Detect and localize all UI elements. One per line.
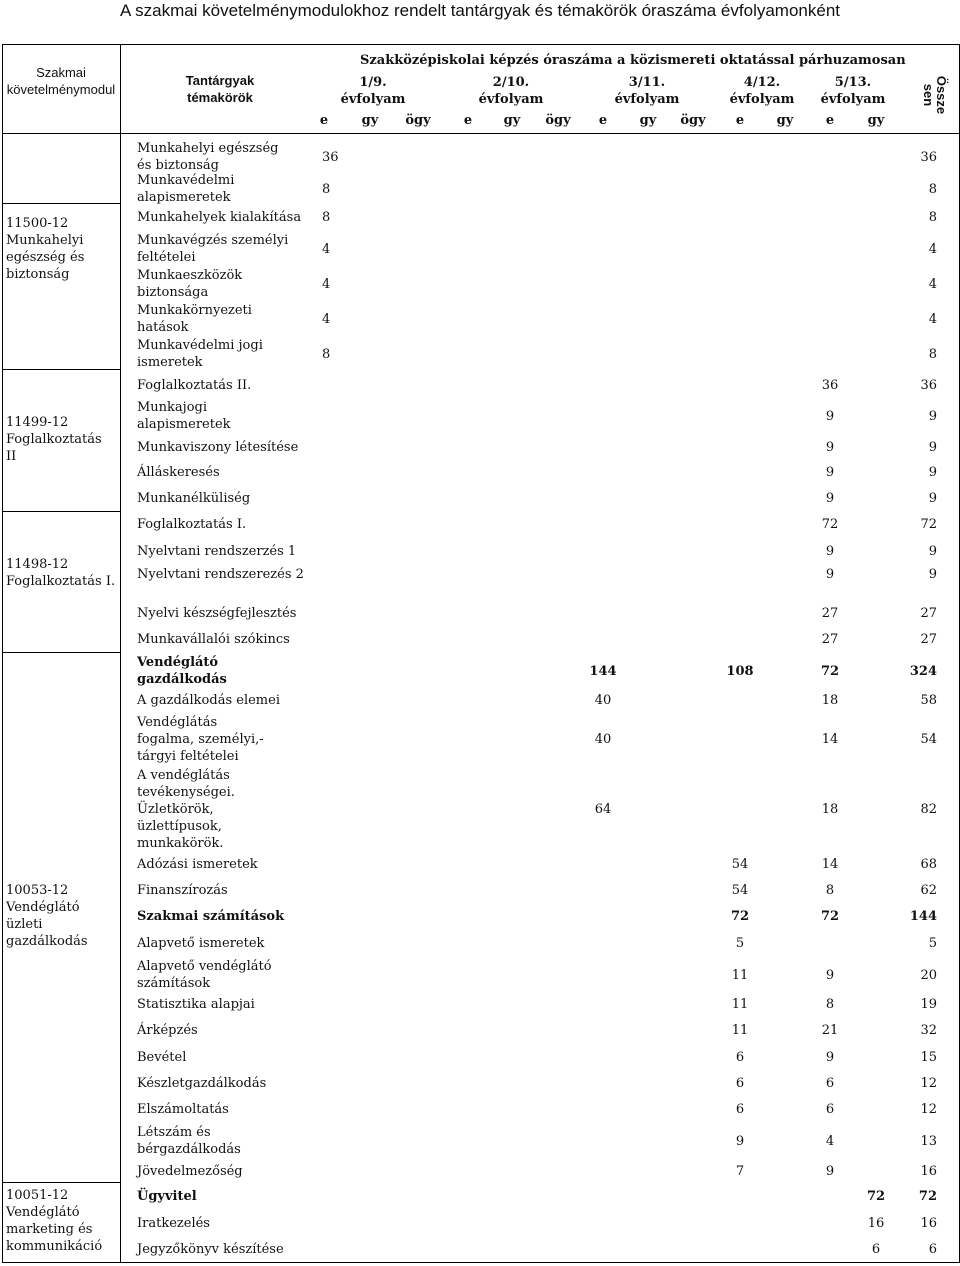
row-hours-value: 9 (825, 544, 835, 559)
row-label: Foglalkoztatás I. (137, 517, 247, 532)
row-hours-value: 27 (821, 632, 839, 647)
module-name: Vendéglátó marketing és kommunikáció (6, 1205, 103, 1254)
module-code: 10053-12 (6, 883, 69, 898)
row-total-value: 15 (920, 1050, 937, 1065)
page-title: A szakmai követelménymodulokhoz rendelt tantárgyak és témakörök óraszáma évfolyamonként (119, 1, 841, 20)
row-hours-value: 16 (867, 1216, 885, 1231)
row-label: Alapvető vendéglátó számítások (137, 959, 272, 991)
row-label: Munkajogi alapismeretek (137, 400, 231, 432)
row-hours-value: 6 (735, 1076, 745, 1091)
row-hours-value: 14 (821, 732, 839, 747)
row-hours-value: 27 (821, 606, 839, 621)
hours-group-header: Szakközépiskolai képzés óraszáma a közismereti oktatással párhuzamosan (360, 53, 906, 68)
row-label: Munkaviszony létesítése (137, 440, 299, 455)
row-hours-value: 14 (821, 857, 839, 872)
sub-column-header: ögy (680, 113, 706, 128)
row-hours-value: 40 (594, 693, 612, 708)
row-total-value: 68 (920, 857, 937, 872)
row-total-value: 16 (920, 1216, 937, 1231)
row-total-value: 8 (928, 346, 937, 362)
row-total-value: 324 (909, 663, 937, 679)
row-hours-value: 72 (730, 909, 750, 924)
row-label: Munkanélküliség (137, 491, 251, 506)
module-cell (6, 882, 116, 950)
table-bottom-border (2, 1262, 960, 1263)
row-hours-value: 9 (825, 567, 835, 582)
sub-column-header: gy (503, 113, 521, 128)
row-hours-value: 5 (735, 936, 745, 951)
row-hours-value: 7 (735, 1164, 745, 1179)
row-total-value: 72 (918, 1189, 937, 1204)
module-code: 11498-12 (6, 557, 69, 572)
module-cell (6, 1187, 116, 1255)
year-4-header: 4/12. évfolyam (729, 75, 795, 107)
row-total-value: 58 (920, 693, 937, 708)
module-name: Vendéglátó üzleti gazdálkodás (6, 900, 88, 949)
row-label: Munkavállalói szókincs (137, 632, 290, 647)
row-total-value: 62 (920, 883, 937, 898)
row-total-value: 36 (920, 378, 937, 393)
row-label: Munkavédelmi jogi ismeretek (137, 338, 263, 370)
total-column-header: Össze sen (921, 75, 949, 115)
row-label: Nyelvtani rendszerezés 2 (137, 567, 304, 582)
year-3-header: 3/11. évfolyam (614, 75, 680, 107)
row-total-value: 36 (920, 149, 937, 165)
row-total-value: 9 (928, 408, 937, 424)
row-label: Bevétel (137, 1050, 187, 1065)
row-hours-value: 8 (825, 883, 835, 898)
row-hours-value: 36 (821, 378, 839, 393)
row-label: A gazdálkodás elemei (137, 693, 280, 708)
row-total-value: 5 (928, 936, 937, 951)
sub-column-header: ögy (405, 113, 431, 128)
row-hours-value: 4 (322, 241, 331, 257)
row-hours-value: 9 (735, 1133, 745, 1149)
row-hours-value: 6 (825, 1076, 835, 1091)
row-hours-value: 40 (594, 732, 612, 747)
row-total-value: 8 (928, 210, 937, 225)
row-label: Adózási ismeretek (137, 857, 258, 872)
sub-column-header: e (463, 113, 473, 128)
table-left-border (2, 44, 3, 1263)
row-hours-value: 6 (735, 1050, 745, 1065)
row-label: Munkaeszközök biztonsága (137, 268, 243, 300)
row-label: Szakmai számítások (137, 909, 285, 924)
row-hours-value: 72 (820, 663, 840, 679)
row-label: Munkavédelmi alapismeretek (137, 173, 235, 205)
sub-column-header: gy (639, 113, 657, 128)
row-label: Foglalkoztatás II. (137, 378, 252, 393)
row-hours-value: 36 (322, 149, 339, 165)
row-label: Munkavégzés személyi feltételei (137, 233, 289, 265)
module-column-header: Szakmai követelménymodul (6, 65, 116, 97)
module-divider-5 (2, 1182, 121, 1183)
row-label: Jövedelmezőség (137, 1164, 243, 1179)
sub-column-header: e (598, 113, 608, 128)
row-label: Vendéglátó gazdálkodás (137, 655, 227, 687)
row-total-value: 9 (928, 465, 937, 480)
module-divider-1 (2, 203, 121, 204)
sub-column-header: gy (776, 113, 794, 128)
row-hours-value: 9 (825, 967, 835, 983)
row-label: Finanszírozás (137, 883, 228, 898)
row-total-value: 82 (920, 802, 937, 817)
module-divider-4 (2, 652, 121, 653)
module-cell (6, 215, 116, 283)
module-name: Munkahelyi egészség és biztonság (6, 233, 85, 282)
module-column-divider (120, 44, 121, 1263)
module-divider-2 (2, 369, 121, 370)
row-hours-value: 4 (322, 276, 331, 292)
row-label: Nyelvi készségfejlesztés (137, 606, 297, 621)
row-hours-value: 9 (825, 491, 835, 506)
row-hours-value: 18 (821, 693, 839, 708)
sub-column-header: ögy (545, 113, 571, 128)
row-hours-value: 72 (820, 909, 840, 924)
sub-column-header: gy (361, 113, 379, 128)
row-label: Munkahelyi egészség és biztonság (137, 141, 279, 173)
row-hours-value: 21 (821, 1023, 839, 1038)
row-label: Elszámoltatás (137, 1102, 229, 1117)
module-code: 11500-12 (6, 216, 69, 231)
row-total-value: 12 (920, 1102, 937, 1117)
row-hours-value: 4 (825, 1133, 835, 1149)
row-hours-value: 144 (589, 663, 617, 679)
row-hours-value: 11 (731, 967, 749, 983)
row-total-value: 4 (928, 276, 937, 292)
row-total-value: 72 (920, 517, 937, 532)
module-divider-3 (2, 511, 121, 512)
year-5-header: 5/13. évfolyam (820, 75, 886, 107)
row-total-value: 12 (920, 1076, 937, 1091)
row-total-value: 27 (920, 632, 937, 647)
row-total-value: 6 (928, 1242, 937, 1257)
row-label: Jegyzőkönyv készítése (137, 1242, 284, 1257)
row-label: Létszám és bérgazdálkodás (137, 1125, 241, 1157)
row-hours-value: 18 (821, 802, 839, 817)
row-label: Nyelvtani rendszerzés 1 (137, 544, 297, 559)
row-hours-value: 8 (322, 346, 331, 362)
row-hours-value: 54 (731, 883, 749, 898)
row-hours-value: 6 (735, 1102, 745, 1117)
module-code: 11499-12 (6, 415, 69, 430)
row-total-value: 4 (928, 311, 937, 327)
row-hours-value: 6 (825, 1102, 835, 1117)
row-hours-value: 4 (322, 311, 331, 327)
row-hours-value: 8 (322, 210, 331, 225)
row-total-value: 8 (928, 181, 937, 197)
header-bottom-border (2, 133, 960, 134)
row-hours-value: 9 (825, 465, 835, 480)
subject-column-header: Tantárgyak témakörök (185, 73, 255, 105)
table-top-border (2, 44, 960, 45)
row-label: Vendéglátás fogalma, személyi,- tárgyi feltételei (137, 715, 264, 764)
row-label: Készletgazdálkodás (137, 1076, 267, 1091)
row-label: Munkahelyek kialakítása (137, 210, 302, 225)
row-total-value: 20 (920, 967, 937, 983)
row-hours-value: 9 (825, 1164, 835, 1179)
row-total-value: 54 (920, 732, 937, 747)
row-total-value: 19 (920, 997, 937, 1012)
row-label: Árképzés (137, 1023, 198, 1038)
row-hours-value: 9 (825, 440, 835, 455)
module-name: Foglalkoztatás I. (6, 574, 116, 589)
row-total-value: 32 (920, 1023, 937, 1038)
module-cell (6, 414, 116, 465)
row-total-value: 13 (920, 1133, 937, 1149)
row-hours-value: 108 (726, 663, 754, 679)
row-hours-value: 72 (866, 1189, 886, 1204)
row-label: Munkakörnyezeti hatások (137, 303, 252, 335)
row-total-value: 4 (928, 241, 937, 257)
row-label: Statisztika alapjai (137, 997, 255, 1012)
row-hours-value: 8 (322, 181, 331, 197)
row-hours-value: 9 (825, 1050, 835, 1065)
sub-column-header: e (825, 113, 835, 128)
row-hours-value: 64 (594, 802, 612, 817)
sub-column-header: e (319, 113, 329, 128)
row-hours-value: 11 (731, 1023, 749, 1038)
row-total-value: 9 (928, 491, 937, 506)
row-total-value: 144 (909, 909, 937, 924)
year-2-header: 2/10. évfolyam (478, 75, 544, 107)
row-total-value: 27 (920, 606, 937, 621)
row-hours-value: 54 (731, 857, 749, 872)
row-hours-value: 72 (821, 517, 839, 532)
row-hours-value: 8 (825, 997, 835, 1012)
row-total-value: 9 (928, 544, 937, 559)
row-label: Alapvető ismeretek (137, 936, 265, 951)
row-label: Iratkezelés (137, 1216, 210, 1231)
row-total-value: 9 (928, 440, 937, 455)
row-hours-value: 11 (731, 997, 749, 1012)
sub-column-header: gy (867, 113, 885, 128)
sub-column-header: e (735, 113, 745, 128)
module-code: 10051-12 (6, 1188, 69, 1203)
row-hours-value: 6 (871, 1242, 881, 1257)
row-hours-value: 9 (825, 408, 835, 424)
row-label: A vendéglátás tevékenységei. Üzletkörök, üzlettípusok, munkakörök. (137, 768, 235, 851)
row-label: Ügyvitel (137, 1189, 197, 1204)
year-1-header: 1/9. évfolyam (340, 75, 406, 107)
row-total-value: 9 (928, 567, 937, 582)
module-cell (6, 556, 116, 590)
row-label: Álláskeresés (137, 465, 220, 480)
row-total-value: 16 (920, 1164, 937, 1179)
module-name: Foglalkoztatás II (6, 432, 102, 464)
